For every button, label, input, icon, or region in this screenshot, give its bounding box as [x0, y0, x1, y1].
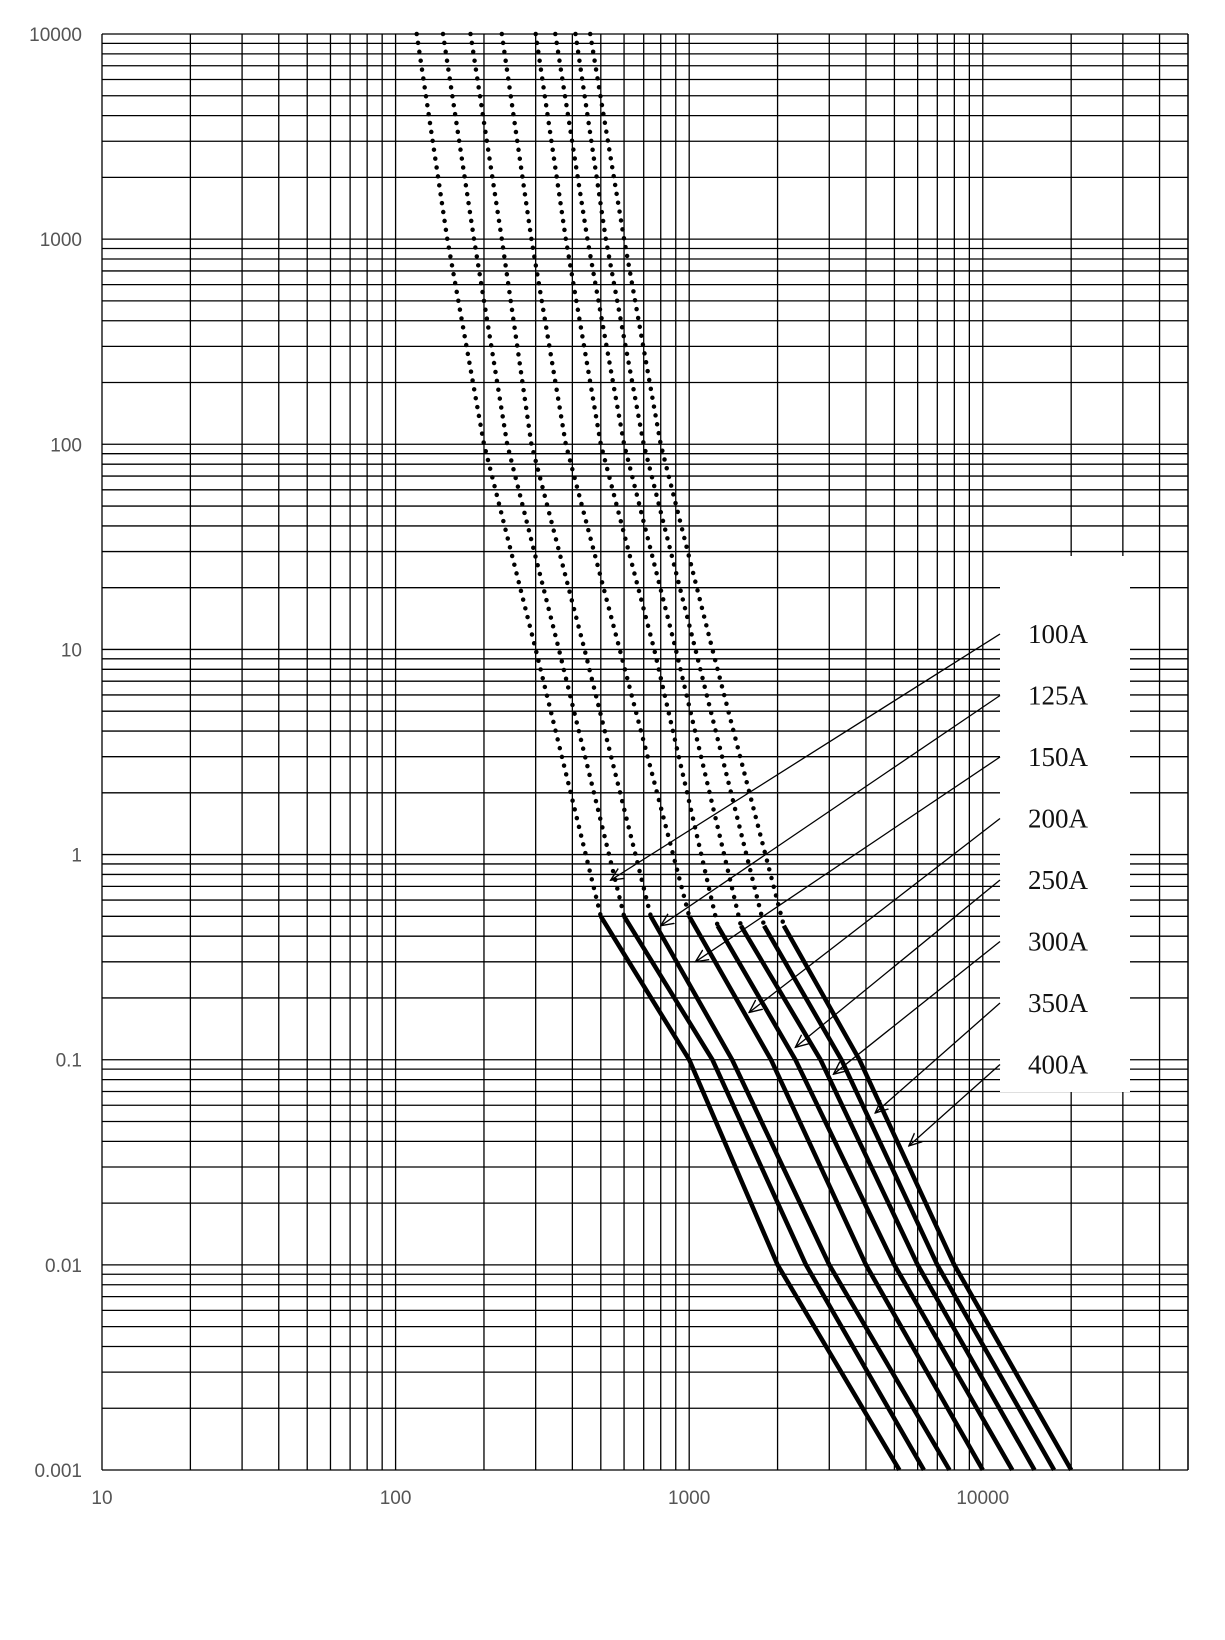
y-tick-label: 1: [71, 845, 82, 867]
rating-label-350A: 350A: [1028, 988, 1088, 1018]
operating-curve-200A: [689, 916, 983, 1470]
pre-arcing-curve-300A: [555, 34, 741, 926]
y-tick-label: 1000: [39, 230, 82, 252]
x-tick-label: 10: [91, 1488, 113, 1509]
x-tick-label: 100: [379, 1488, 412, 1509]
rating-label-300A: 300A: [1028, 926, 1088, 957]
y-tick-label: 0.1: [55, 1050, 82, 1072]
rating-label-150A: 150A: [1028, 742, 1088, 772]
rating-label-100A: 100A: [1028, 619, 1088, 649]
pre-arcing-curve-350A: [576, 34, 765, 926]
y-tick-label: 10000: [29, 25, 82, 46]
rating-label-125A: 125A: [1028, 680, 1088, 711]
y-tick-label: 100: [50, 435, 82, 457]
curves: [417, 34, 1071, 1470]
operating-curve-300A: [741, 926, 1035, 1470]
rating-label-200A: 200A: [1028, 803, 1088, 834]
y-tick-label: 10: [60, 640, 82, 662]
pre-arcing-curve-250A: [536, 34, 718, 926]
x-tick-label: 1000: [668, 1488, 711, 1509]
rating-label-400A: 400A: [1028, 1049, 1088, 1080]
operating-curve-250A: [718, 926, 1013, 1470]
y-tick-label: 0.001: [34, 1461, 82, 1482]
rating-label-250A: 250A: [1028, 865, 1088, 895]
operating-curve-125A: [624, 916, 924, 1470]
axis-ticks: [29, 25, 1009, 1509]
x-tick-label: 10000: [956, 1488, 1010, 1509]
y-tick-label: 0.01: [45, 1255, 82, 1277]
pre-arcing-curve-100A: [417, 34, 601, 916]
